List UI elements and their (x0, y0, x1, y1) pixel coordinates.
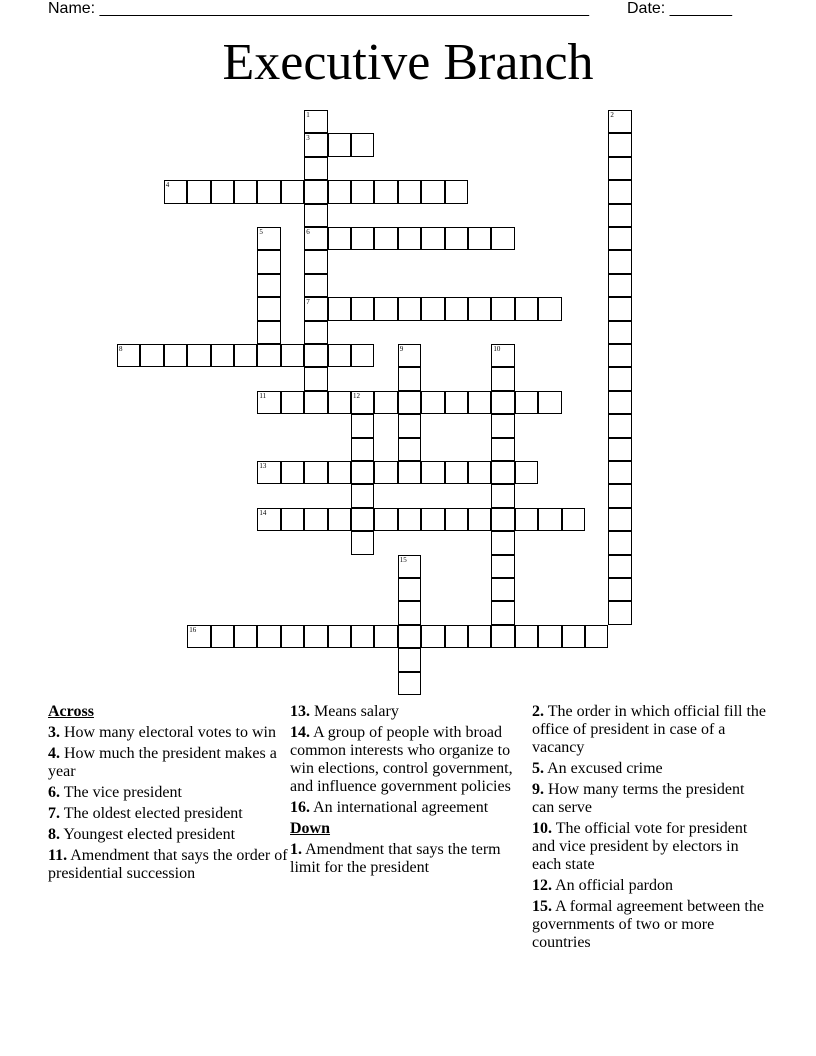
grid-cell[interactable] (445, 297, 468, 320)
page-title: Executive Branch (222, 34, 594, 91)
grid-cell[interactable] (608, 391, 631, 414)
grid-cell[interactable] (445, 508, 468, 531)
grid-cell[interactable] (304, 227, 327, 250)
grid-cell[interactable] (421, 180, 444, 203)
grid-cell[interactable] (117, 344, 140, 367)
grid-cell[interactable] (234, 180, 257, 203)
clue-number: 6. (48, 784, 60, 801)
grid-cell[interactable] (491, 391, 514, 414)
grid-cell[interactable] (351, 133, 374, 156)
clue-across-14 (290, 724, 516, 796)
clue-text: An excused crime (544, 760, 663, 777)
clue-text: The vice president (60, 784, 182, 801)
grid-cell[interactable] (374, 461, 397, 484)
clue-number: 2. (532, 703, 544, 720)
grid-cell[interactable] (351, 625, 374, 648)
clue-text: Amendment that says the term limit for the president (290, 841, 501, 876)
grid-cell[interactable] (608, 367, 631, 390)
grid-cell[interactable] (328, 391, 351, 414)
down-heading: Down (290, 820, 331, 837)
grid-cell[interactable] (445, 180, 468, 203)
grid-cell[interactable] (398, 625, 421, 648)
clue-number: 15. (532, 898, 552, 915)
clue-across-4 (48, 745, 288, 781)
grid-cell[interactable] (468, 297, 491, 320)
grid-cell[interactable] (468, 508, 491, 531)
grid-cell[interactable] (491, 297, 514, 320)
grid-cell[interactable] (608, 438, 631, 461)
clue-number: 11. (48, 847, 68, 864)
grid-cell[interactable] (281, 508, 304, 531)
name-field[interactable]: Name: _______________________________________________________ (48, 0, 589, 17)
clue-down-15 (532, 898, 768, 952)
grid-cell[interactable] (608, 321, 631, 344)
grid-cell[interactable] (328, 625, 351, 648)
clue-column-1 (48, 703, 288, 886)
grid-cell[interactable] (491, 555, 514, 578)
grid-cell[interactable] (491, 508, 514, 531)
grid-cell[interactable] (608, 461, 631, 484)
clue-down-12 (532, 877, 768, 895)
cell-number: 1 (306, 111, 310, 119)
grid-cell[interactable] (468, 625, 491, 648)
grid-cell[interactable] (398, 391, 421, 414)
cell-number: 13 (259, 462, 267, 470)
grid-cell[interactable] (351, 508, 374, 531)
grid-cell[interactable] (608, 414, 631, 437)
clue-across-3 (48, 724, 288, 742)
clue-across-13 (290, 703, 516, 721)
grid-cell[interactable] (351, 531, 374, 554)
grid-cell[interactable] (491, 227, 514, 250)
grid-cell[interactable] (257, 227, 280, 250)
grid-cell[interactable] (491, 438, 514, 461)
grid-cell[interactable] (328, 133, 351, 156)
grid-cell[interactable] (491, 484, 514, 507)
grid-cell[interactable] (538, 625, 561, 648)
grid-cell[interactable] (328, 180, 351, 203)
grid-cell[interactable] (187, 180, 210, 203)
clue-down-10 (532, 820, 768, 874)
clue-text: A group of people with broad common interests who organize to win elections, control government, and influence government policies (290, 724, 513, 795)
clue-text: How many electoral votes to win (60, 724, 276, 741)
grid-cell[interactable] (608, 578, 631, 601)
clue-number: 16. (290, 799, 310, 816)
clue-number: 7. (48, 805, 60, 822)
cell-number: 8 (119, 345, 123, 353)
cell-number: 3 (306, 134, 310, 143)
grid-cell[interactable] (211, 180, 234, 203)
cell-number: 12 (353, 391, 360, 400)
grid-cell[interactable] (608, 227, 631, 250)
grid-cell[interactable] (304, 250, 327, 273)
grid-cell[interactable] (281, 391, 304, 414)
clue-across-11 (48, 847, 288, 883)
grid-cell[interactable] (608, 508, 631, 531)
grid-cell[interactable] (304, 625, 327, 648)
grid-cell[interactable] (351, 180, 374, 203)
across-heading: Across (48, 703, 94, 720)
grid-cell[interactable] (257, 461, 280, 484)
grid-cell[interactable] (398, 461, 421, 484)
grid-cell[interactable] (491, 531, 514, 554)
grid-cell[interactable] (585, 625, 608, 648)
grid-cell[interactable] (304, 344, 327, 367)
grid-cell[interactable] (257, 250, 280, 273)
clue-number: 10. (532, 820, 552, 837)
grid-cell[interactable] (304, 367, 327, 390)
grid-cell[interactable] (374, 625, 397, 648)
clue-text: An international agreement (310, 799, 489, 816)
grid-cell[interactable] (515, 461, 538, 484)
grid-cell[interactable] (304, 508, 327, 531)
grid-cell[interactable] (328, 461, 351, 484)
grid-cell[interactable] (351, 297, 374, 320)
grid-cell[interactable] (351, 344, 374, 367)
grid-cell[interactable] (351, 438, 374, 461)
grid-cell[interactable] (608, 180, 631, 203)
clue-number: 5. (532, 760, 544, 777)
grid-cell[interactable] (445, 625, 468, 648)
grid-cell[interactable] (608, 531, 631, 554)
grid-cell[interactable] (468, 227, 491, 250)
grid-cell[interactable] (257, 297, 280, 320)
grid-cell[interactable] (398, 555, 421, 578)
grid-cell[interactable] (281, 461, 304, 484)
grid-cell[interactable] (304, 180, 327, 203)
clue-down-9 (532, 781, 768, 817)
clue-down-5 (532, 760, 768, 778)
grid-cell[interactable] (374, 180, 397, 203)
grid-cell[interactable] (351, 227, 374, 250)
grid-cell[interactable] (421, 461, 444, 484)
grid-cell[interactable] (398, 344, 421, 367)
clue-text: Youngest elected president (60, 826, 236, 843)
cell-number: 5 (259, 228, 263, 236)
grid-cell[interactable] (398, 297, 421, 320)
grid-cell[interactable] (351, 414, 374, 437)
grid-cell[interactable] (304, 204, 327, 227)
grid-cell[interactable] (398, 672, 421, 695)
clue-text: An official pardon (552, 877, 674, 894)
grid-cell[interactable] (421, 297, 444, 320)
grid-cell[interactable] (257, 180, 280, 203)
grid-cell[interactable] (304, 321, 327, 344)
clue-down-1 (290, 841, 516, 877)
grid-cell[interactable] (328, 344, 351, 367)
grid-cell[interactable] (398, 508, 421, 531)
grid-cell[interactable] (374, 391, 397, 414)
grid-cell[interactable] (304, 274, 327, 297)
grid-cell[interactable] (374, 508, 397, 531)
clue-number: 13. (290, 703, 310, 720)
clue-number: 8. (48, 826, 60, 843)
grid-cell[interactable] (608, 555, 631, 578)
cell-number: 16 (189, 625, 197, 634)
grid-cell[interactable] (515, 508, 538, 531)
grid-cell[interactable] (445, 461, 468, 484)
cell-number: 10 (493, 345, 501, 353)
grid-cell[interactable] (211, 344, 234, 367)
grid-cell[interactable] (491, 414, 514, 437)
grid-cell[interactable] (608, 110, 631, 133)
clue-column-3 (532, 703, 768, 955)
clue-text: A formal agreement between the governments of two or more countries (532, 898, 764, 951)
grid-cell[interactable] (304, 391, 327, 414)
grid-cell[interactable] (304, 133, 327, 156)
grid-cell[interactable] (398, 438, 421, 461)
cell-number: 7 (306, 298, 310, 307)
clue-number: 3. (48, 724, 60, 741)
cell-number: 15 (399, 555, 407, 564)
grid-cell[interactable] (257, 625, 280, 648)
grid-cell[interactable] (304, 157, 327, 180)
grid-cell[interactable] (538, 391, 561, 414)
grid-cell[interactable] (608, 274, 631, 297)
grid-cell[interactable] (608, 204, 631, 227)
grid-cell[interactable] (421, 625, 444, 648)
cell-number: 6 (306, 228, 310, 236)
clue-text: Means salary (310, 703, 399, 720)
clue-column-2 (290, 703, 516, 880)
grid-cell[interactable] (234, 625, 257, 648)
grid-cell[interactable] (281, 625, 304, 648)
cell-number: 4 (165, 181, 170, 190)
grid-cell[interactable] (491, 461, 514, 484)
cell-number: 14 (259, 508, 267, 517)
clue-across-6 (48, 784, 288, 802)
grid-cell[interactable] (257, 508, 280, 531)
clue-number: 14. (290, 724, 310, 741)
grid-cell[interactable] (562, 625, 585, 648)
grid-cell[interactable] (515, 625, 538, 648)
grid-cell[interactable] (328, 227, 351, 250)
grid-cell[interactable] (164, 344, 187, 367)
grid-cell[interactable] (398, 414, 421, 437)
grid-cell[interactable] (187, 344, 210, 367)
grid-cell[interactable] (281, 344, 304, 367)
clue-number: 9. (532, 781, 544, 798)
grid-cell[interactable] (608, 484, 631, 507)
grid-cell[interactable] (608, 250, 631, 273)
grid-cell[interactable] (351, 461, 374, 484)
grid-cell[interactable] (491, 367, 514, 390)
clue-text: Amendment that says the order of presidential succession (48, 847, 288, 882)
grid-cell[interactable] (491, 625, 514, 648)
clue-text: The order in which official fill the office of president in case of a vacancy (532, 703, 767, 756)
grid-cell[interactable] (398, 648, 421, 671)
grid-cell[interactable] (187, 625, 210, 648)
grid-cell[interactable] (211, 625, 234, 648)
grid-cell[interactable] (164, 180, 187, 203)
grid-cell[interactable] (491, 578, 514, 601)
clue-across-8 (48, 826, 288, 844)
grid-cell[interactable] (445, 391, 468, 414)
grid-cell[interactable] (398, 578, 421, 601)
grid-cell[interactable] (304, 297, 327, 320)
clue-down-2 (532, 703, 768, 757)
grid-cell[interactable] (304, 110, 327, 133)
grid-cell[interactable] (257, 344, 280, 367)
cell-number: 9 (399, 345, 404, 353)
grid-cell[interactable] (398, 601, 421, 624)
grid-cell[interactable] (445, 227, 468, 250)
grid-cell[interactable] (257, 274, 280, 297)
grid-cell[interactable] (468, 391, 491, 414)
grid-cell[interactable] (421, 508, 444, 531)
date-field[interactable]: Date: _______ (627, 0, 732, 17)
grid-cell[interactable] (562, 508, 585, 531)
grid-cell[interactable] (257, 391, 280, 414)
grid-cell[interactable] (491, 601, 514, 624)
clue-text: How many terms the president can serve (532, 781, 745, 816)
clue-text: The official vote for president and vice president by electors in each state (532, 820, 748, 873)
grid-cell[interactable] (140, 344, 163, 367)
clue-text: How much the president makes a year (48, 745, 277, 780)
grid-cell[interactable] (608, 601, 631, 624)
grid-cell[interactable] (374, 227, 397, 250)
grid-cell[interactable] (304, 461, 327, 484)
grid-cell[interactable] (328, 297, 351, 320)
grid-cell[interactable] (398, 367, 421, 390)
clue-across-16 (290, 799, 516, 817)
clue-text: The oldest elected president (60, 805, 243, 822)
clue-number: 4. (48, 745, 60, 762)
grid-cell[interactable] (374, 297, 397, 320)
grid-cell[interactable] (538, 508, 561, 531)
grid-cell[interactable] (421, 391, 444, 414)
clue-number: 12. (532, 877, 552, 894)
grid-cell[interactable] (491, 344, 514, 367)
grid-cell[interactable] (608, 157, 631, 180)
grid-cell[interactable] (398, 180, 421, 203)
grid-cell[interactable] (328, 508, 351, 531)
grid-cell[interactable] (608, 297, 631, 320)
grid-cell[interactable] (515, 391, 538, 414)
clue-number: 1. (290, 841, 302, 858)
grid-cell[interactable] (515, 297, 538, 320)
grid-cell[interactable] (351, 484, 374, 507)
grid-cell[interactable] (398, 227, 421, 250)
grid-cell[interactable] (608, 344, 631, 367)
cell-number: 2 (610, 111, 614, 119)
grid-cell[interactable] (351, 391, 374, 414)
grid-cell[interactable] (281, 180, 304, 203)
grid-cell[interactable] (468, 461, 491, 484)
grid-cell[interactable] (234, 344, 257, 367)
clue-across-7 (48, 805, 288, 823)
grid-cell[interactable] (608, 133, 631, 156)
grid-cell[interactable] (257, 321, 280, 344)
grid-cell[interactable] (421, 227, 444, 250)
grid-cell[interactable] (538, 297, 561, 320)
cell-number: 11 (259, 391, 267, 400)
